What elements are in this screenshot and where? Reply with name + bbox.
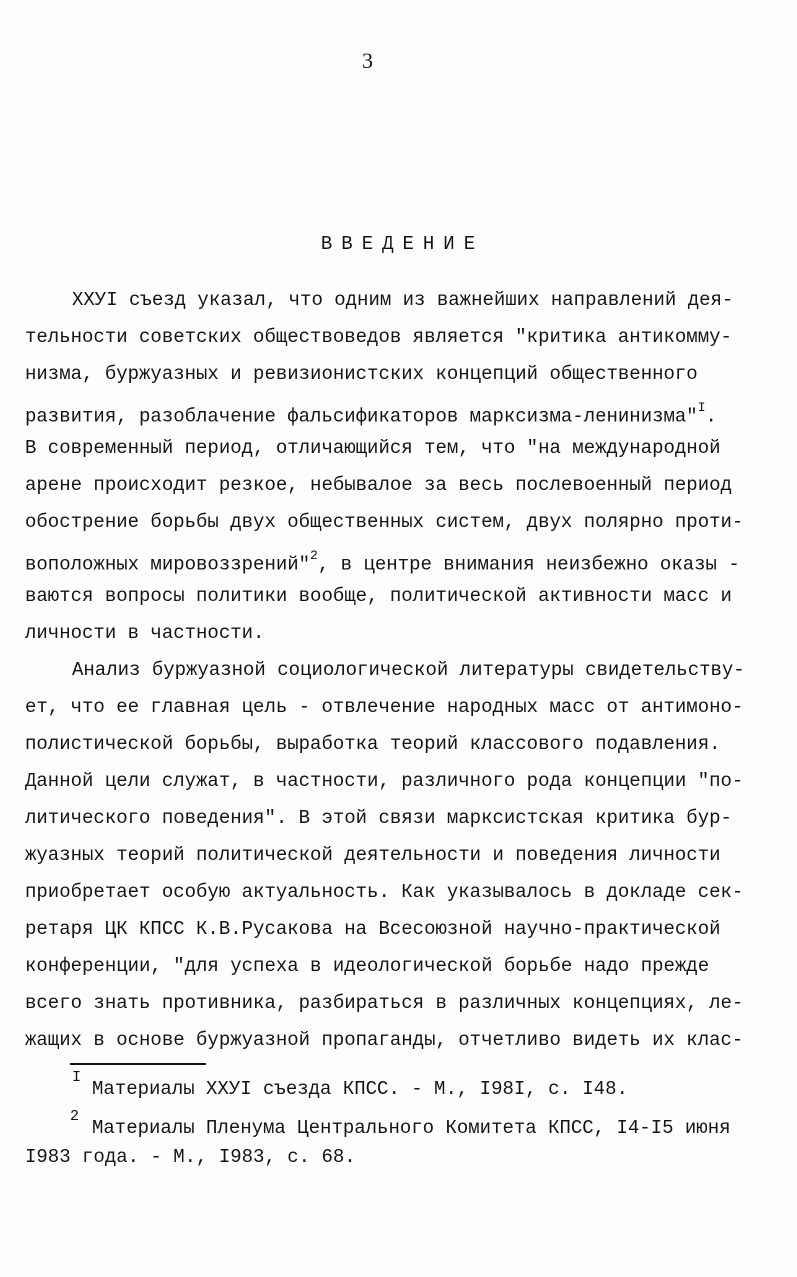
footnote-2-text: Материалы Пленума Центрального Комитета КПСС, I4-I5 июня (92, 1117, 731, 1139)
document-page: 3 ВВЕДЕНИЕ ХХУI съезд указал, что одним из важнейших направлений дея- тельности советских обществоведов является "критика антикомму- низма, буржуазных и ревизионистских концепций общественного развития, разоблачение фальсификаторов марксизма-ленинизма"$^I$. В современный период, отличающийся тем, что "на международной арене происходит резкое, небывалое за весь послевоенный период обострение борьбы двух общественных систем, двух полярно проти- воположных мировоззрений"$^2$, в центре внимания неизбежно оказы - ваются вопросы политики вообще, политической активности масс и личности в частности. Анализ буржуазной социологической литературы свидетельству- ет, что ее главная цель - отвлечение народных масс от антимоно- полистической борьбы, выработка теорий классового подавления. Данной цели служат, в частности, различного рода концепции "по- литического поведения". В этой связи марксистская критика бур- жуазных теорий политической деятельности и поведения личности приобретает особую актуальность. Как указывалось в докладе сек- ретаря ЦК КПСС К.В.Русакова на Всесоюзной научно-практической конференции, "для успеха в идеологической борьбе надо прежде всего знать противника, разбираться в различных концепциях, ле- жащих в основе буржуазной пропаганды, отчетливо видеть их клас- I Материалы ХХУI съезда КПСС. - М., I98I, с. I48. 2 Материалы Пленума Центрального Комитета КПСС, I4-I5 июня I983 года. - М., I983, с. 68. (0, 0, 797, 1277)
section-heading: ВВЕДЕНИЕ (320, 233, 485, 255)
footnote-divider (70, 1063, 206, 1065)
footnote-marker-1: I (72, 1069, 82, 1086)
page-number: 3 (362, 48, 373, 73)
footnote-2-text-cont: I983 года. - М., I983, с. 68. (25, 1146, 356, 1168)
footnote-ref-1: I (697, 400, 706, 415)
footnote-marker-2: 2 (70, 1108, 80, 1125)
footnote-1-text: Материалы ХХУI съезда КПСС. - М., I98I, с. I48. (92, 1078, 628, 1100)
footnote-ref-2: 2 (310, 548, 318, 563)
